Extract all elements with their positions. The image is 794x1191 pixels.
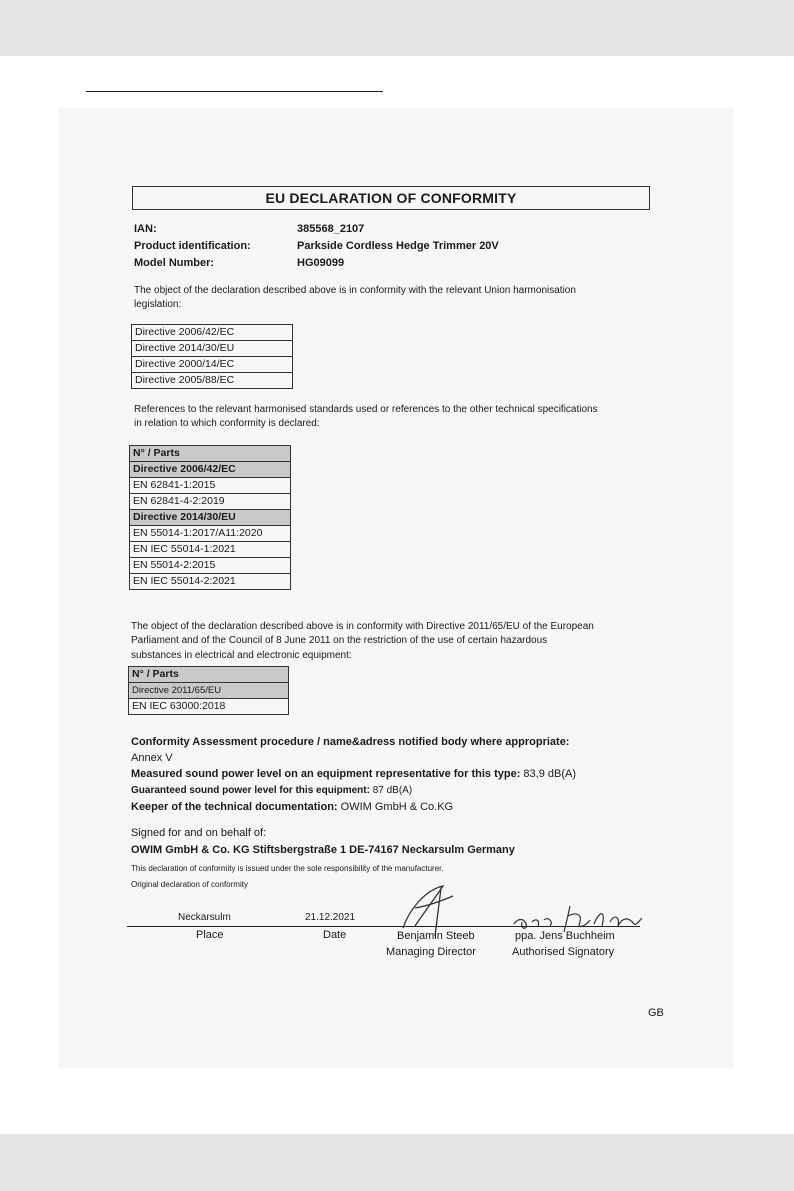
standard-cell: EN IEC 55014-1:2021: [130, 542, 291, 558]
ian-label: IAN:: [134, 223, 157, 235]
model-label: Model Number:: [134, 257, 215, 269]
responsibility-note: This declaration of conformity is issued under the sole responsibility of the manufacturer.: [131, 864, 444, 873]
para1-line2: legislation:: [134, 299, 182, 310]
date-value: 21.12.2021: [305, 912, 356, 923]
signature-line: [127, 926, 640, 927]
para1-line1: The object of the declaration described above is in conformity with the relevant Union harmonisation: [134, 285, 576, 296]
rohs-directive: Directive 2011/65/EU: [129, 683, 289, 699]
place-value: Neckarsulm: [178, 912, 231, 923]
directives-table: [131, 324, 293, 389]
table-row: [130, 494, 291, 510]
language-code: GB: [648, 1007, 664, 1019]
table-row: [132, 341, 293, 357]
keeper-value: OWIM GmbH & Co.KG: [337, 801, 454, 813]
table-row: [132, 325, 293, 341]
table-row: [130, 542, 291, 558]
standard-cell: EN 55014-2:2015: [130, 558, 291, 574]
signer2-name: ppa. Jens Buchheim: [515, 930, 615, 942]
product-label: Product identification:: [134, 240, 251, 252]
table-row: [130, 510, 291, 526]
signer1-role: Managing Director: [386, 946, 476, 958]
table-row: [129, 683, 289, 699]
para3-line2: Parliament and of the Council of 8 June 2011 on the restriction of the use of certain hazardous: [131, 635, 548, 646]
standard-cell: EN 62841-4-2:2019: [130, 494, 291, 510]
sound-measured-value: 83,9 dB(A): [520, 768, 577, 780]
keeper: [131, 801, 453, 813]
standards-header: N° / Parts: [130, 446, 291, 462]
rohs-table: [128, 666, 289, 715]
company-line: OWIM GmbH & Co. KG Stiftsbergstraße 1 DE-74167 Neckarsulm Germany: [131, 844, 515, 856]
sound-measured-label: Measured sound power level on an equipment representative for this type:: [131, 768, 521, 780]
table-row: [130, 558, 291, 574]
standard-cell: EN IEC 55014-2:2021: [130, 574, 291, 590]
table-row: [130, 574, 291, 590]
date-label: Date: [323, 929, 347, 941]
rohs-standard: EN IEC 63000:2018: [129, 699, 289, 715]
original-note: Original declaration of conformity: [131, 880, 248, 889]
bottom-band: [0, 1134, 794, 1191]
para3-line1: The object of the declaration described above is in conformity with Directive 2011/65/EU of the European: [131, 621, 594, 632]
table-row: [130, 446, 291, 462]
directive-cell: Directive 2000/14/EC: [132, 357, 293, 373]
document-title: EU DECLARATION OF CONFORMITY: [132, 186, 650, 210]
keeper-label: Keeper of the technical documentation:: [131, 801, 338, 813]
para2-line1: References to the relevant harmonised standards used or references to the other technical specifications: [134, 404, 598, 415]
directive-cell: Directive 2014/30/EU: [132, 341, 293, 357]
sound-measured: [131, 768, 576, 780]
standard-cell: EN 62841-1:2015: [130, 478, 291, 494]
directive-cell: Directive 2006/42/EC: [132, 325, 293, 341]
standards-group-header: Directive 2014/30/EU: [130, 510, 291, 526]
rohs-header: N° / Parts: [129, 667, 289, 683]
signer2-role: Authorised Signatory: [512, 946, 615, 958]
table-row: [129, 667, 289, 683]
para3-line3: substances in electrical and electronic equipment:: [131, 650, 352, 661]
table-row: [130, 478, 291, 494]
table-row: [132, 357, 293, 373]
table-row: [130, 462, 291, 478]
model-value: HG09099: [297, 257, 345, 269]
standards-table: [129, 445, 291, 590]
sound-guaranteed-label: Guaranteed sound power level for this equipment:: [131, 785, 370, 796]
place-label: Place: [196, 929, 224, 941]
standards-group-header: Directive 2006/42/EC: [130, 462, 291, 478]
signed-for: Signed for and on behalf of:: [131, 827, 267, 839]
directive-cell: Directive 2005/88/EC: [132, 373, 293, 389]
sound-guaranteed: [131, 785, 412, 796]
table-row: [130, 526, 291, 542]
signer1-name: Benjamin Steeb: [397, 930, 475, 942]
table-row: [132, 373, 293, 389]
standard-cell: EN 55014-1:2017/A11:2020: [130, 526, 291, 542]
product-value: Parkside Cordless Hedge Trimmer 20V: [297, 240, 499, 252]
ian-value: 385568_2107: [297, 223, 365, 235]
sound-guaranteed-value: 87 dB(A): [369, 785, 413, 796]
assessment-label: Conformity Assessment procedure / name&adress notified body where appropriate:: [131, 736, 570, 748]
table-row: [129, 699, 289, 715]
para2-line2: in relation to which conformity is declared:: [134, 418, 320, 429]
assessment-value: Annex V: [131, 752, 173, 764]
